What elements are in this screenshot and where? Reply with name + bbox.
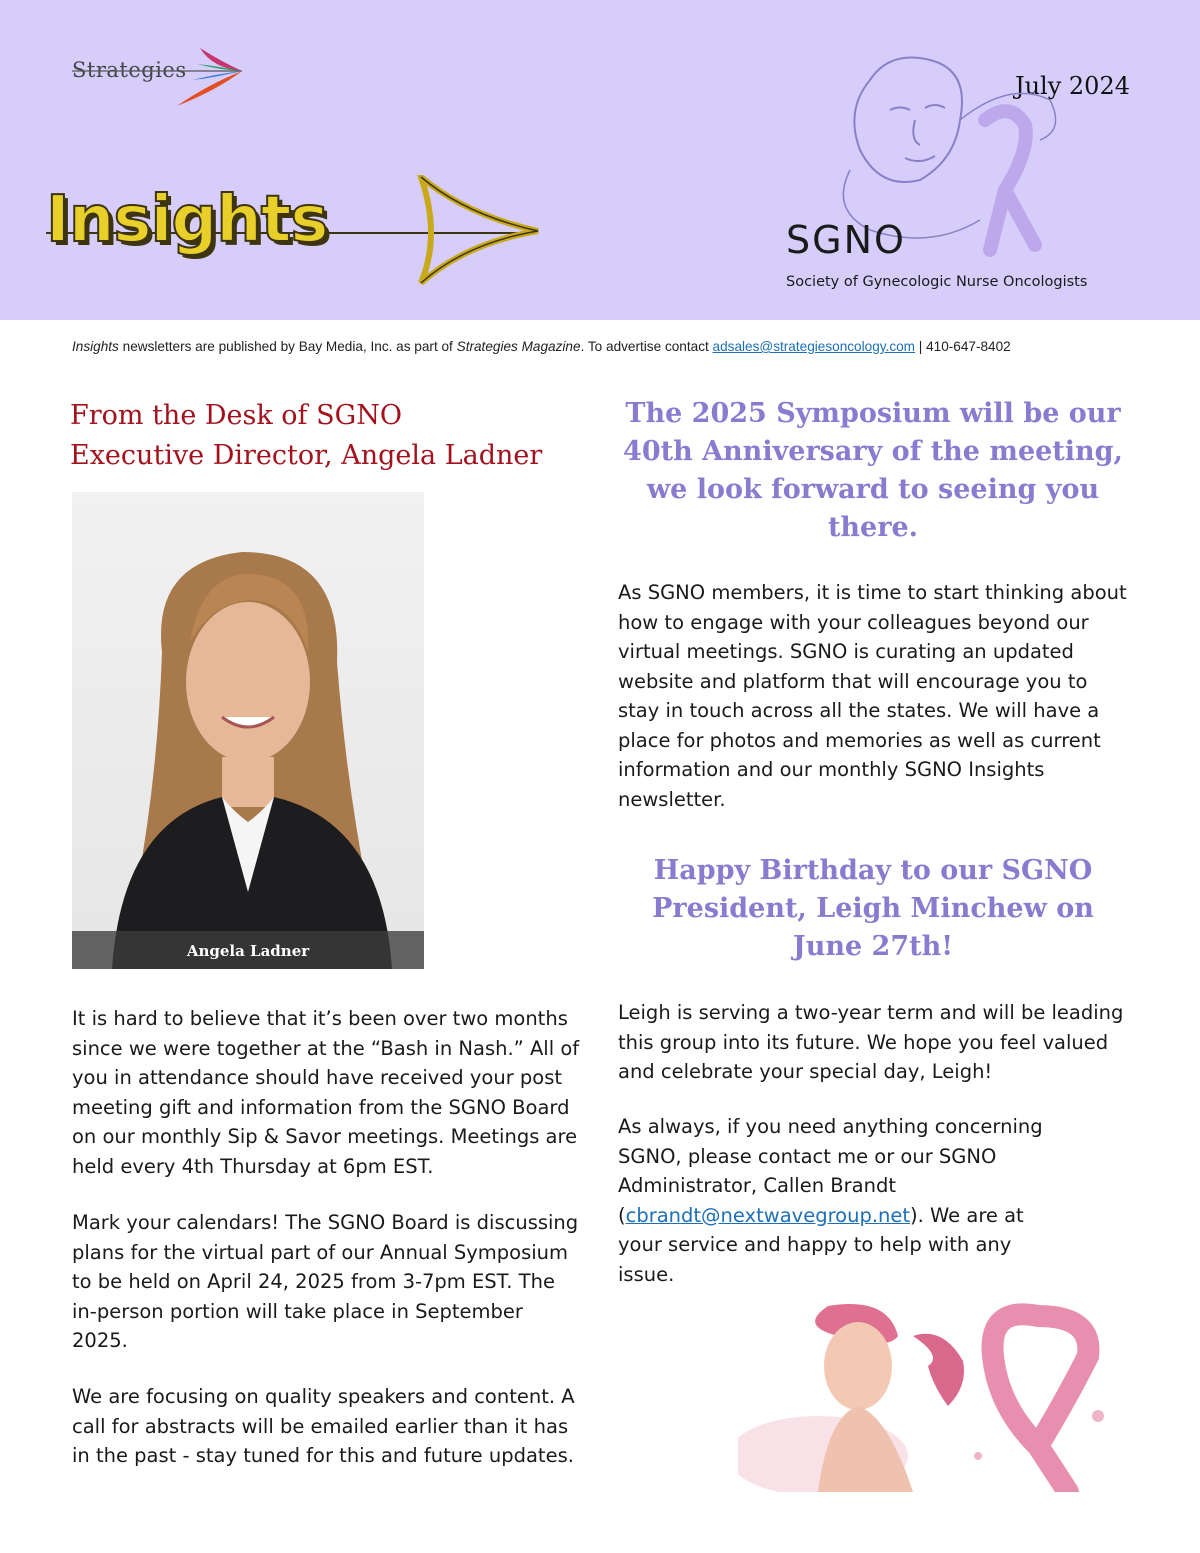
right-paragraph-3 (618, 1112, 1068, 1289)
angela-ladner-photo (72, 492, 424, 969)
newsletter-header (0, 0, 1200, 320)
left-paragraph-2: Mark your calendars! The SGNO Board is discussing plans for the virtual part of our Annual Symposium to be held on April 24, 2025 from 3-7pm EST. The in-person portion will take place in September 2025. (72, 1211, 579, 1352)
desk-title-line-1: From the Desk of SGNO (70, 400, 402, 431)
sgno-tagline: Society of Gynecologic Nurse Oncologists (786, 274, 1088, 290)
portrait-illustration (72, 492, 424, 969)
pink-ribbon-watercolor-illustration (738, 1296, 1130, 1492)
magazine-name: Strategies Magazine (456, 339, 581, 354)
strategies-arrow-icon (72, 40, 252, 110)
insights-logo (46, 175, 546, 285)
issue-date: July 2024 (1014, 72, 1130, 100)
contact-text-after: ). We are at your service and happy to help with any issue. (618, 1203, 1024, 1286)
strategies-logo-text: Strategies (72, 58, 187, 82)
right-paragraph-1: As SGNO members, it is time to start thinking about how to engage with your colleagues beyond our virtual meetings. SGNO is curating an updated website and platform that will encourage you to stay in touch across all the states. We will have a place for photos and memories as well as current information and our monthly SGNO Insights newsletter. (618, 581, 1127, 811)
contact-text-before: As always, if you need anything concerning SGNO, please contact me or our SGNO Administrator, Callen Brandt ( (618, 1115, 1043, 1227)
left-paragraph-3: We are focusing on quality speakers and content. A call for abstracts will be emailed earlier than it has in the past - stay tuned for this and future updates. (72, 1385, 575, 1467)
birthday-heading: Happy Birthday to our SGNO President, Leigh Minchew on June 27th! (652, 855, 1094, 962)
pub-text-1: newsletters are published by Bay Media, Inc. as part of (118, 339, 457, 354)
symposium-heading: The 2025 Symposium will be our 40th Anniversary of the meeting, we look forward to seeing you there. (623, 398, 1123, 543)
left-paragraph-1: It is hard to believe that it’s been over two months since we were together at the “Bash in Nash.” All of you in attendance should have received your post meeting gift and information from the SGNO Board on our monthly Sip & Savor meetings. Meetings are held every 4th Thursday at 6pm EST. (72, 1007, 580, 1178)
strategies-logo (72, 40, 252, 110)
photo-caption: Angela Ladner (186, 942, 310, 960)
desk-title (70, 396, 590, 476)
ad-sales-email-link[interactable]: adsales@strategiesoncology.com (712, 339, 915, 354)
pub-text-3: | 410-647-8402 (915, 339, 1011, 354)
desk-title-line-2: Executive Director, Angela Ladner (70, 440, 543, 471)
pub-name: Insights (72, 339, 119, 354)
right-paragraph-2: Leigh is serving a two-year term and will be leading this group into its future. We hope you feel valued and celebrate your special day, Leigh! (618, 1001, 1124, 1083)
admin-email-link[interactable]: cbrandt@nextwavegroup.net (625, 1203, 911, 1227)
pub-text-2: . To advertise contact (580, 339, 713, 354)
insights-logo-text: Insights (46, 183, 328, 257)
publication-info (72, 339, 1011, 354)
sgno-logo-text: SGNO (786, 218, 906, 262)
